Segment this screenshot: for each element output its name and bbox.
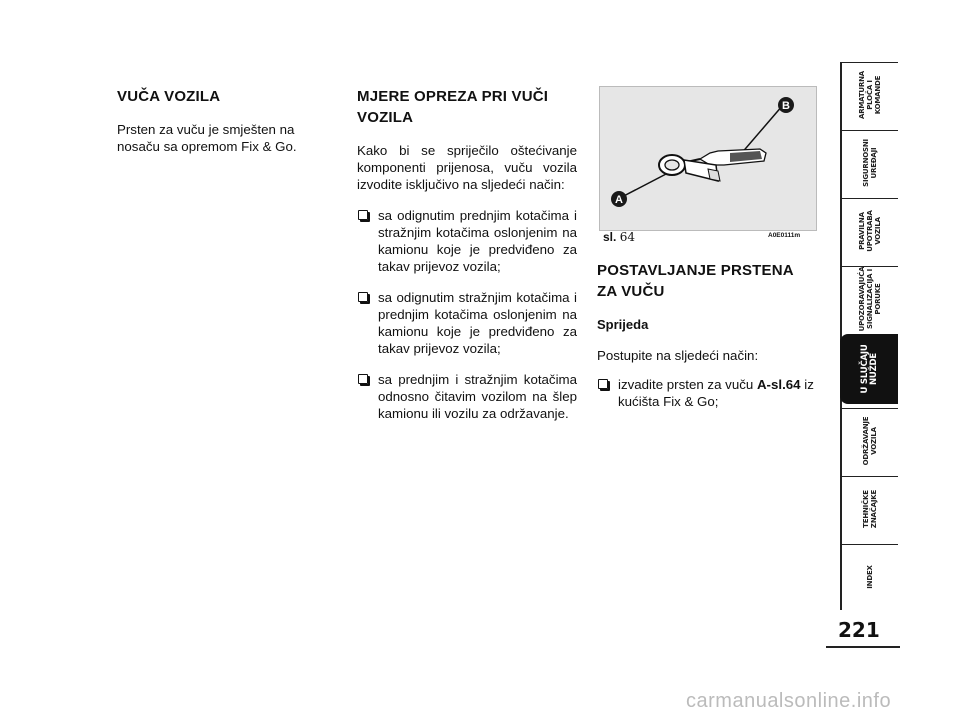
label-a: A (615, 194, 623, 206)
figure-code: A0E0111m (768, 232, 801, 239)
bullet-ref: A-sl.64 (756, 377, 801, 392)
tab-index[interactable] (840, 544, 898, 608)
page-number-underline (826, 646, 900, 648)
bullet-text (618, 376, 815, 410)
tab-label: ARMATURNA PLOČA I KOMANDE (858, 70, 882, 119)
column-2 (357, 86, 577, 422)
heading-line-2: ZA VUČU (597, 283, 665, 300)
bullet-pre: izvadite prsten za vuču (618, 377, 757, 392)
tab-label: UPOZORAVAJUĆA SIGNALIZACIJA I PORUKE (858, 266, 882, 331)
list-item (357, 289, 577, 357)
bullet-text: sa prednjim i stražnjim kotačima odnosno čitavim vozilom na šlep kamionu ili vozilu za održavanje. (378, 372, 577, 421)
heading-vuca-vozila: VUČA VOZILA (117, 88, 221, 105)
bullet-text: sa odignutim stražnjim kotačima i prednjim kotačima oslonjenim na kamionu koje je predviđeno za takav prijevoz vozila; (378, 290, 577, 356)
caption-prefix: sl. (603, 230, 617, 244)
tab-armaturna-ploca[interactable] (840, 62, 898, 126)
figure-tow-ring (599, 86, 817, 231)
heading-line-1: MJERE OPREZA PRI VUČI (357, 88, 549, 105)
tow-ring-illustration (600, 87, 816, 230)
tab-label: SIGURNOSNI UREĐAJI (862, 138, 878, 187)
checkbox-bullet-icon (358, 210, 368, 220)
caption-number: 64 (619, 230, 635, 244)
figure-caption (603, 230, 635, 244)
checkbox-bullet-icon (358, 292, 368, 302)
tab-label: INDEX (866, 564, 874, 589)
bullet-text: sa odignutim prednjim kotačima i stražnjim kotačima oslonjenim na kamionu koje je predviđeno za takav prijevoz vozila; (378, 208, 577, 274)
col1-text: Prsten za vuču je smješten na nosaču sa opremom Fix & Go. (117, 122, 297, 154)
tab-label: TEHNIČKE ZNAČAJKE (862, 489, 878, 528)
tab-upozoravajuca-signalizacija[interactable] (840, 266, 898, 330)
footer-watermark: carmanualsonline.info (686, 690, 892, 712)
chapter-tabs (840, 62, 900, 610)
tab-label: PRAVILNA UPOTRABA VOZILA (858, 209, 882, 252)
checkbox-bullet-icon (598, 379, 608, 389)
list-item (597, 376, 815, 410)
tab-label: U SLUČAJU NUŽDE (860, 344, 879, 394)
tab-label: ODRŽAVANJE VOZILA (862, 416, 878, 465)
tab-u-slucaju-nuzde[interactable] (840, 334, 898, 404)
subheading-sprijeda: Sprijeda (597, 317, 649, 332)
bullet-post: iz kućišta Fix & Go; (618, 377, 814, 409)
list-item (357, 207, 577, 275)
heading-mjere-opreza (357, 86, 577, 128)
column-3 (597, 260, 815, 410)
tab-sigurnosni-uredaji[interactable] (840, 130, 898, 194)
heading-line-2: VOZILA (357, 109, 414, 126)
col3-intro: Postupite na sljedeći način: (597, 348, 759, 363)
page-number: 221 (838, 618, 880, 642)
tab-pravilna-upotraba[interactable] (840, 198, 898, 262)
tab-odrzavanje-vozila[interactable] (840, 408, 898, 472)
tab-tehnicke-znacajke[interactable] (840, 476, 898, 540)
heading-postavljanje (597, 260, 815, 302)
label-b: B (782, 100, 790, 112)
col2-intro: Kako bi se spriječilo oštećivanje komponenti prijenosa, vuču vozila izvodite isključivo na sljedeći način: (357, 143, 577, 192)
list-item (357, 371, 577, 422)
heading-line-1: POSTAVLJANJE PRSTENA (597, 262, 794, 279)
column-1 (117, 86, 302, 155)
checkbox-bullet-icon (358, 374, 368, 384)
